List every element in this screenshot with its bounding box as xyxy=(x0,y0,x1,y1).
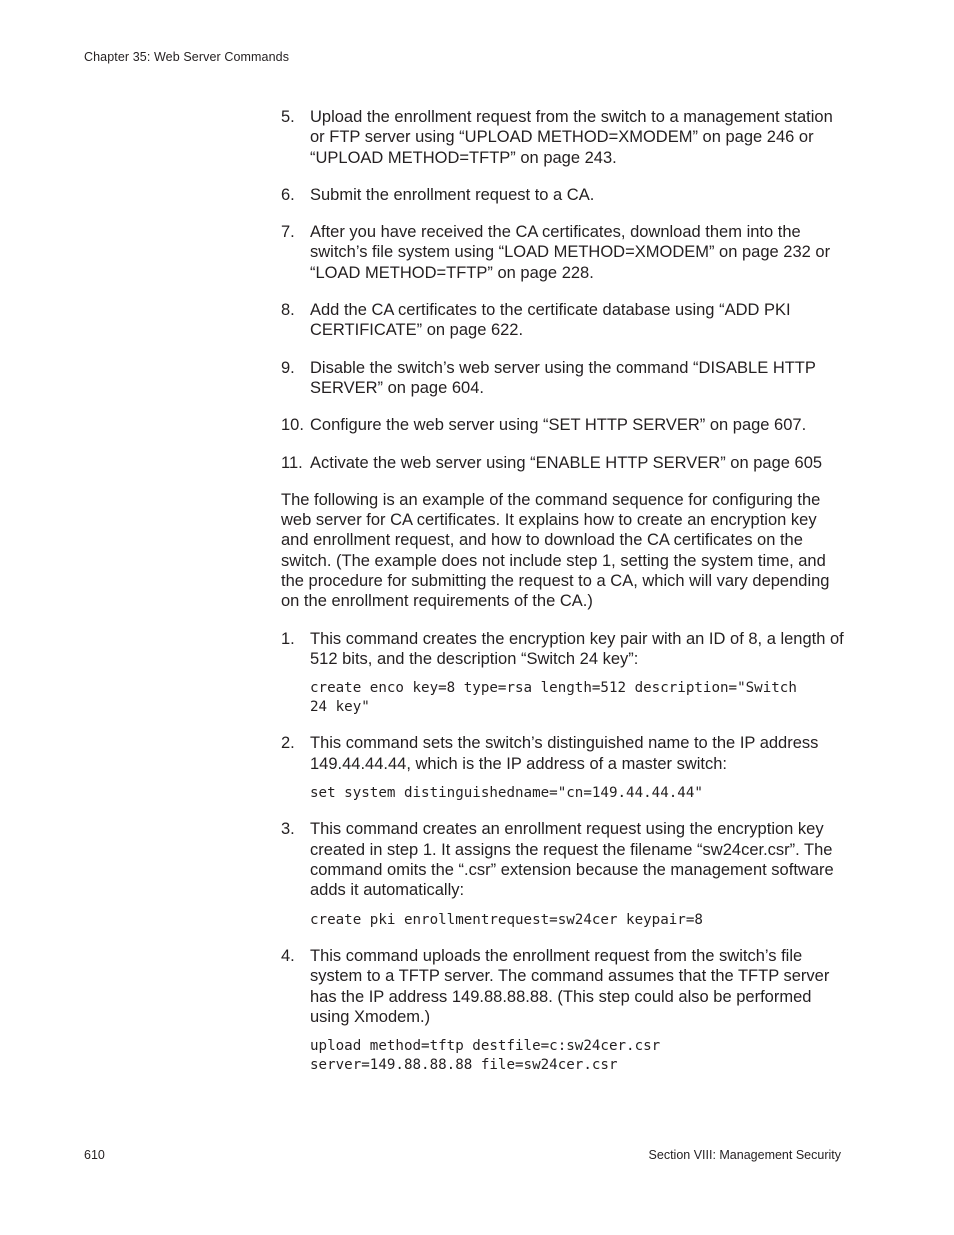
list-item xyxy=(281,453,846,473)
step-text: Disable the switch’s web server using the command “DISABLE HTTP SERVER” on page 604. xyxy=(310,358,816,397)
code-example: create enco key=8 type=rsa length=512 description="Switch 24 key" xyxy=(310,680,797,715)
running-header: Chapter 35: Web Server Commands xyxy=(84,50,290,64)
step-text: Add the CA certificates to the certificate database using “ADD PKI CERTIFICATE” on page 622. xyxy=(310,301,791,340)
section-footer: Section VIII: Management Security xyxy=(648,1148,841,1162)
step-number: 3. xyxy=(281,820,295,839)
code-example: set system distinguishedname="cn=149.44.44.44" xyxy=(310,784,703,801)
list-item xyxy=(281,107,846,168)
list-item xyxy=(281,819,846,900)
step-number: 10. xyxy=(281,416,304,435)
step-text: Submit the enrollment request to a CA. xyxy=(310,185,595,204)
code-example: upload method=tftp destfile=c:sw24cer.csr server=149.88.88.88 file=sw24cer.csr xyxy=(310,1038,661,1073)
step-number: 9. xyxy=(281,358,295,377)
list-item xyxy=(281,733,846,774)
steps-list-a xyxy=(281,107,846,473)
step-text: This command creates the encryption key pair with an ID of 8, a length of 512 bits, and the description “Switch 24 key”: xyxy=(310,629,844,668)
list-item xyxy=(281,358,846,399)
step-number: 5. xyxy=(281,108,295,126)
list-item xyxy=(281,629,846,670)
step-text: This command creates an enrollment request using the encryption key created in step 1. It assigns the request the filename “sw24cer.csr”. The command omits the “.csr” extension because the management software adds it automatically: xyxy=(310,820,834,900)
list-item xyxy=(281,946,846,1027)
page-body xyxy=(281,107,846,1091)
step-number: 8. xyxy=(281,301,295,320)
list-item xyxy=(281,300,846,341)
intro-paragraph: The following is an example of the command sequence for configuring the web server for CA certificates. It explains how to create an encryption key and enrollment request, and how to download the CA certificates on the switch. (The example does not include step 1, setting the system time, and the procedure for submitting the request to a CA, which will vary depending on the enrollment requirements of the CA.) xyxy=(281,490,830,611)
code-example: create pki enrollmentrequest=sw24cer keypair=8 xyxy=(310,911,703,928)
step-text: After you have received the CA certificates, download them into the switch’s file system using “LOAD METHOD=XMODEM” on page 232 or “LOAD METHOD=TFTP” on page 228. xyxy=(310,223,831,282)
step-text: Configure the web server using “SET HTTP SERVER” on page 607. xyxy=(310,416,807,435)
list-item xyxy=(281,222,846,283)
step-number: 11. xyxy=(281,453,303,472)
list-item xyxy=(281,185,846,205)
step-text: This command sets the switch’s distinguished name to the IP address 149.44.44.44, which is the IP address of a master switch: xyxy=(310,734,819,773)
list-item xyxy=(281,415,846,435)
step-number: 1. xyxy=(281,629,295,648)
step-number: 7. xyxy=(281,223,295,242)
steps-list-b xyxy=(281,629,846,1075)
step-text: This command uploads the enrollment request from the switch’s file system to a TFTP server. The command assumes that the TFTP server has the IP address 149.88.88.88. (This step could also be performed using Xmodem.) xyxy=(310,947,830,1026)
step-text: Activate the web server using “ENABLE HTTP SERVER” on page 605 xyxy=(310,453,823,472)
step-number: 4. xyxy=(281,947,295,966)
step-text: Upload the enrollment request from the switch to a management station or FTP server using “UPLOAD METHOD=XMODEM” on page 246 or “UPLOAD METHOD=TFTP” on page 243. xyxy=(310,108,833,167)
step-number: 6. xyxy=(281,185,295,204)
step-number: 2. xyxy=(281,734,295,753)
page-number: 610 xyxy=(84,1148,105,1162)
